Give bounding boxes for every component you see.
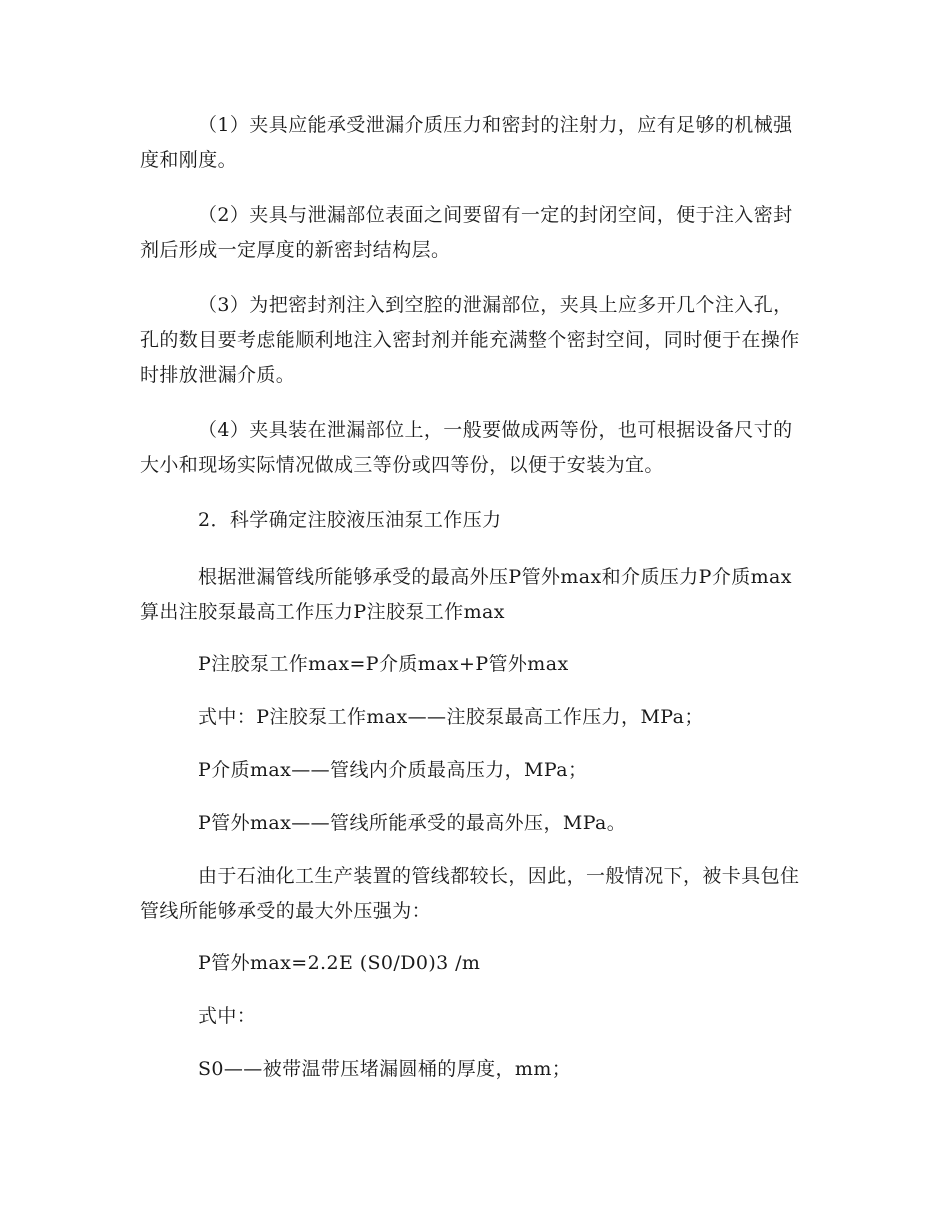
formula-where-medium: P介质max——管线内介质最高压力，MPa；	[198, 759, 588, 781]
formula-where-label: 式中：	[198, 1005, 257, 1027]
formula-where-pump: 式中：P注胶泵工作max——注胶泵最高工作压力，MPa；	[198, 706, 704, 728]
paragraph-clamp-requirement-3: （3）为把密封剂注入到空腔的泄漏部位，夹具上应多开几个注入孔，孔的数目要考虑能顺利地注入密封剂并能充满整个密封空间，同时便于在操作时排放泄漏介质。	[140, 294, 800, 386]
paragraph-clamp-requirement-2: （2）夹具与泄漏部位表面之间要留有一定的封闭空间，便于注入密封剂后形成一定厚度的新密封结构层。	[140, 204, 793, 261]
paragraph-external-pressure: 由于石油化工生产装置的管线都较长，因此，一般情况下，被卡具包住管线所能够承受的最大外压强为：	[140, 865, 800, 922]
paragraph-pressure-calculation: 根据泄漏管线所能够承受的最高外压P管外max和介质压力P介质max算出注胶泵最高工作压力P注胶泵工作max	[140, 566, 792, 623]
formula-external-pressure: P管外max=2.2E (S0/D0)3 /m	[198, 952, 481, 974]
formula-where-thickness: S0——被带温带压堵漏圆桶的厚度，mm；	[198, 1058, 572, 1080]
formula-where-external: P管外max——管线所能承受的最高外压，MPa。	[198, 812, 627, 834]
paragraph-clamp-requirement-4: （4）夹具装在泄漏部位上，一般要做成两等份，也可根据设备尺寸的大小和现场实际情况做成三等份或四等份，以便于安装为宜。	[140, 419, 793, 476]
paragraph-clamp-requirement-1: （1）夹具应能承受泄漏介质压力和密封的注射力，应有足够的机械强度和刚度。	[140, 114, 793, 171]
section-heading-pump-pressure: 2．科学确定注胶液压油泵工作压力	[198, 509, 502, 531]
formula-pump-pressure: P注胶泵工作max=P介质max+P管外max	[198, 653, 569, 675]
